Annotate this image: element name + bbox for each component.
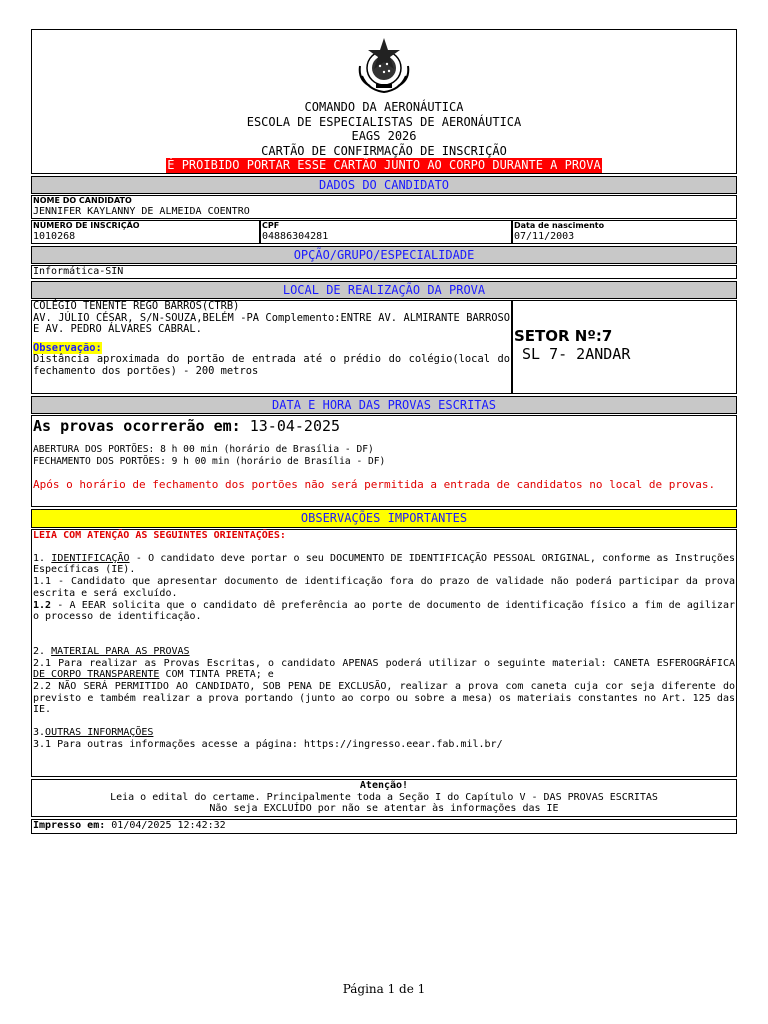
observations-cell [31,529,737,777]
birth-date: 07/11/2003 [514,231,575,242]
section-observations: OBSERVAÇÕES IMPORTANTES [31,509,737,528]
item-1-title: IDENTIFICAÇÃO [51,552,130,564]
school-name: COLÉGIO TENENTE REGO BARROS(CTRB) [33,300,240,312]
attention-line-1: Leia o edital do certame. Principalmente toda a Seção I do Capítulo V - DAS PROVAS ESCRITAS [110,791,658,803]
observation-text: Distância aproximada do portão de entrada até o prédio do colégio(local do fechamento dos portões) - 200 metros [33,353,510,377]
cpf-number: 04886304281 [262,231,329,242]
option-value: Informática-SIN [31,265,737,279]
birth-label: Data de nascimento [514,221,605,230]
coat-of-arms-icon [354,36,414,94]
gates-open: ABERTURA DOS PORTÕES: 8 h 00 min (horário de Brasília - DF) [33,444,374,455]
candidate-name-label: NOME DO CANDIDATO [33,196,132,205]
section-candidate: DADOS DO CANDIDATO [31,176,737,194]
sector-cell [512,300,737,394]
page-number: Página 1 de 1 [342,982,426,996]
item-2-title: MATERIAL PARA AS PROVAS [51,645,190,657]
room-number: SL 7- 2ANDAR [522,345,631,363]
item-2-1: 2.1 Para realizar as Provas Escritas, o candidato APENAS poderá utilizar o seguinte material: CANETA ESFEROGRÁFICA DE CORPO TRANSPARENTE COM TINTA PRETA; e [33,657,735,681]
exam-date: 13-04-2025 [249,417,341,435]
item-2: 2. MATERIAL PARA AS PROVAS [33,645,190,657]
attention-title: Atenção! [359,780,409,791]
header-line-4: CARTÃO DE CONFIRMAÇÃO DE INSCRIÇÃO [261,143,507,158]
registration-label: NÚMERO DE INSCRIÇÃO [33,221,140,230]
late-notice: Após o horário de fechamento dos portões não será permitida a entrada de candidatos no local de provas. [33,478,716,491]
registration-number: 1010268 [33,231,76,242]
birth-cell [512,220,737,244]
warning-banner: É PROIBIDO PORTAR ESSE CARTÃO JUNTO AO CORPO DURANTE A PROVA [167,158,601,172]
printed-cell [31,819,737,834]
header-line-3: EAGS 2026 [351,129,417,143]
item-1-1: 1.1 - Candidato que apresentar documento de identificação fora do prazo de validade não poderá participar da prova escrita e será excluído. [33,576,735,599]
exam-cell [31,415,737,507]
school-address: AV. JÚLIO CÉSAR, S/N-SOUZA,BELÉM -PA Complemento:ENTRE AV. ALMIRANTE BARROSO E AV. PEDRO ÁLVARES CABRAL. [33,311,510,335]
item-3-1: 3.1 Para outras informações acesse a página: https://ingresso.eear.fab.mil.br/ [33,738,503,750]
printed-label: Impresso em: [33,820,106,831]
exam-date-label: As provas ocorrerão em: [33,417,241,435]
sector-number: SETOR Nº:7 [514,327,613,345]
observations-lead: LEIA COM ATENÇÃO AS SEGUINTES ORIENTAÇÕES: [33,530,286,541]
header-line-2: ESCOLA DE ESPECIALISTAS DE AERONÁUTICA [246,114,522,129]
item-1-2: 1.2 - A EEAR solicita que o candidato dê preferência ao porte de documento de identificação físico a fim de agilizar o processo de identificação. [33,599,735,623]
item-3: 3.OUTRAS INFORMAÇÕES [33,727,154,739]
section-location: LOCAL DE REALIZAÇÃO DA PROVA [31,281,737,299]
section-exam: DATA E HORA DAS PROVAS ESCRITAS [31,396,737,414]
candidate-name-cell [31,195,737,219]
gates-close: FECHAMENTO DOS PORTÕES: 9 h 00 min (horário de Brasília - DF) [33,456,386,467]
item-3-title: OUTRAS INFORMAÇÕES [45,727,154,739]
location-cell [31,300,512,394]
registration-cell [31,220,260,244]
candidate-name: JENNIFER KAYLANNY DE ALMEIDA COENTRO [33,206,250,217]
registration-card [31,29,737,834]
attention-cell [31,779,737,817]
printed-datetime: 01/04/2025 12:42:32 [111,820,226,831]
item-1: 1. IDENTIFICAÇÃO - O candidato deve portar o seu DOCUMENTO DE IDENTIFICAÇÃO PESSOAL ORIGINAL, conforme as Instruções Específicas (IE). [33,552,735,576]
section-option: OPÇÃO/GRUPO/ESPECIALIDADE [31,246,737,264]
item-2-2: 2.2 NÃO SERÁ PERMITIDO AO CANDIDATO, SOB PENA DE EXCLUSÃO, realizar a prova com caneta cuja cor seja diferente do previsto e também realizar a prova portando (junto ao corpo ou sobre a mesa) os materiais constantes no Art. 125 das IE. [33,681,735,716]
card-header [31,29,737,174]
cpf-cell [260,220,512,244]
observation-label: Observação: [33,341,102,354]
attention-line-2: Não seja EXCLUÍDO por não se atentar às informações das IE [209,803,559,814]
header-line-1: COMANDO DA AERONÁUTICA [304,100,464,114]
cpf-label: CPF [262,221,280,230]
